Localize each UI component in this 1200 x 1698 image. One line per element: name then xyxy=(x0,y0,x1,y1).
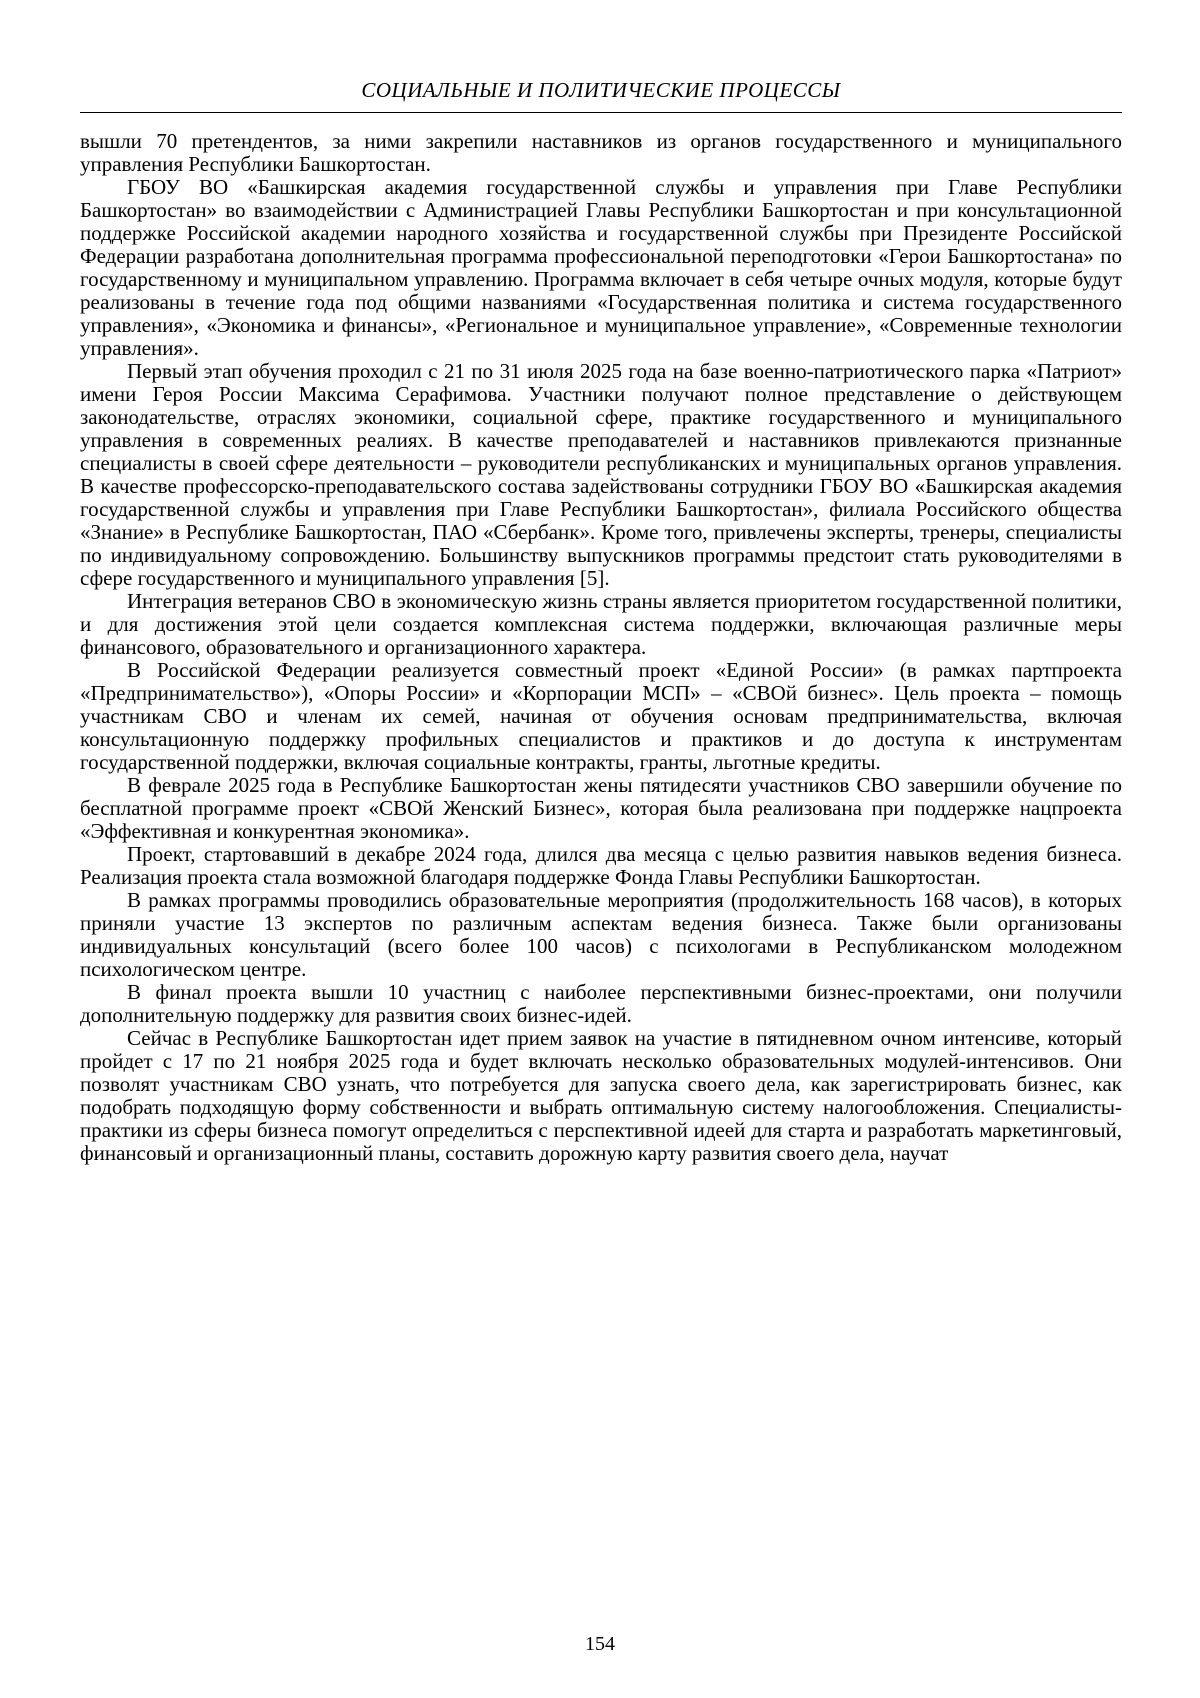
paragraph: вышли 70 претендентов, за ними закрепили наставников из органов государственного и муниципального управления Республики Башкортостан. xyxy=(80,129,1122,176)
paragraph: Проект, стартовавший в декабре 2024 года, длился два месяца с целью развития навыков ведения бизнеса. Реализация проекта стала возможной благодаря поддержке Фонда Главы Республики Башкортостан. xyxy=(80,842,1122,889)
paragraph: ГБОУ ВО «Башкирская академия государственной службы и управления при Главе Республики Башкортостан» во взаимодействии с Администрацией Главы Республики Башкортостан и при консультационной поддержке Российской академии народного хозяйства и государственной службы при Президенте Российской Федерации разработана дополнительная программа профессиональной переподготовки «Герои Башкортостана» по государственному и муниципальном управлению. Программа включает в себя четыре очных модуля, которые будут реализованы в течение года под общими названиями «Государственная политика и система государственного управления», «Экономика и финансы», «Региональное и муниципальное управление», «Современные технологии управления». xyxy=(80,175,1122,360)
paragraph: Интеграция ветеранов СВО в экономическую жизнь страны является приоритетом государственной политики, и для достижения этой цели создается комплексная система поддержки, включающая различные меры финансового, образовательного и организационного характера. xyxy=(80,589,1122,659)
paragraph: В рамках программы проводились образовательные мероприятия (продолжительность 168 часов), в которых приняли участие 13 экспертов по различным аспектам ведения бизнеса. Также были организованы индивидуальных консультаций (всего более 100 часов) с психологами в Республиканском молодежном психологическом центре. xyxy=(80,888,1122,981)
paragraph: В феврале 2025 года в Республике Башкортостан жены пятидесяти участников СВО завершили обучение по бесплатной программе проект «СВОй Женский Бизнес», которая была реализована при поддержке нацпроекта «Эффективная и конкурентная экономика». xyxy=(80,773,1122,843)
running-head: СОЦИАЛЬНЫЕ И ПОЛИТИЧЕСКИЕ ПРОЦЕССЫ xyxy=(80,78,1122,113)
paragraph: Первый этап обучения проходил с 21 по 31 июля 2025 года на базе военно-патриотического парка «Патриот» имени Героя России Максима Серафимова. Участники получают полное представление о действующем законодательстве, отраслях экономики, социальной сфере, практике государственного и муниципального управления в современных реалиях. В качестве преподавателей и наставников привлекаются признанные специалисты в своей сфере деятельности – руководители республиканских и муниципальных органов управления. В качестве профессорско-преподавательского состава задействованы сотрудники ГБОУ ВО «Башкирская академия государственной службы и управления при Главе Республики Башкортостан», филиала Российского общества «Знание» в Республике Башкортостан, ПАО «Сбербанк». Кроме того, привлечены эксперты, тренеры, специалисты по индивидуальному сопровождению. Большинству выпускников программы предстоит стать руководителями в сфере государственного и муниципального управления [5]. xyxy=(80,359,1122,590)
paragraph: В финал проекта вышли 10 участниц с наиболее перспективными бизнес-проектами, они получили дополнительную поддержку для развития своих бизнес-идей. xyxy=(80,980,1122,1027)
article-body xyxy=(80,130,1122,1165)
page-number: 154 xyxy=(585,1633,615,1655)
paragraph: Сейчас в Республике Башкортостан идет прием заявок на участие в пятидневном очном интенсиве, который пройдет с 17 по 21 ноября 2025 года и будет включать несколько образовательных модулей-интенсивов. Они позволят участникам СВО узнать, что потребуется для запуска своего дела, как зарегистрировать бизнес, как подобрать подходящую форму собственности и выбрать оптимальную систему налогообложения. Специалисты-практики из сферы бизнеса помогут определиться с перспективной идеей для старта и разработать маркетинговый, финансовый и организационный планы, составить дорожную карту развития своего дела, научат xyxy=(80,1026,1122,1165)
paragraph: В Российской Федерации реализуется совместный проект «Единой России» (в рамках партпроекта «Предпринимательство»), «Опоры России» и «Корпорации МСП» – «СВОй бизнес». Цель проекта – помощь участникам СВО и членам их семей, начиная от обучения основам предпринимательства, включая консультационную поддержку профильных специалистов и практиков и до доступа к инструментам государственной поддержки, включая социальные контракты, гранты, льготные кредиты. xyxy=(80,658,1122,774)
